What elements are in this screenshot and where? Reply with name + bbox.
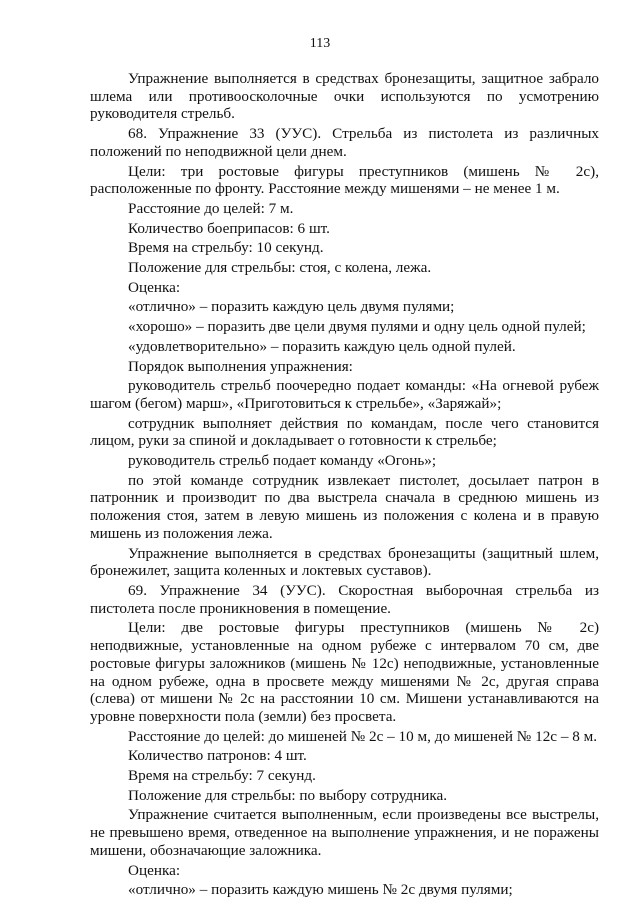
section-heading-68: 68. Упражнение 33 (УУС). Стрельба из пистолета из различных положений по неподвижной цели днем. bbox=[90, 125, 599, 160]
paragraph: сотрудник выполняет действия по командам, после чего становится лицом, руки за спиной и докладывает о готовности к стрельбе; bbox=[90, 414, 599, 450]
paragraph: Упражнение выполняется в средствах бронезащиты (защитный шлем, бронежилет, защита коленных и локтевых суставов). bbox=[90, 544, 599, 580]
section-heading-69: 69. Упражнение 34 (УУС). Скоростная выборочная стрельба из пистолета после проникновения в помещение. bbox=[90, 581, 599, 617]
paragraph: Цели: три ростовые фигуры преступников (мишень № 2с), расположенные по фронту. Расстояние между мишенями – не менее 1 м. bbox=[90, 162, 599, 198]
paragraph: Количество патронов: 4 шт. bbox=[128, 747, 307, 765]
paragraph: руководитель стрельб поочередно подает команды: «На огневой рубеж шагом (бегом) марш», «Приготовиться к стрельбе», «Заряжай»; bbox=[90, 377, 599, 412]
paragraph: Расстояние до целей: до мишеней № 2с – 10 м, до мишеней № 12с – 8 м. bbox=[128, 727, 598, 745]
paragraph: Количество боеприпасов: 6 шт. bbox=[128, 219, 330, 237]
paragraph: Расстояние до целей: 7 м. bbox=[128, 199, 294, 217]
paragraph: Положение для стрельбы: по выбору сотрудника. bbox=[128, 786, 448, 804]
paragraph: Порядок выполнения упражнения: bbox=[128, 357, 353, 375]
paragraph: Положение для стрельбы: стоя, с колена, лежа. bbox=[128, 259, 432, 277]
paragraph: Упражнение считается выполненным, если произведены все выстрелы, не превышено время, отведенное на выполнение упражнения, и не поражены мишени, обозначающие заложника. bbox=[90, 806, 599, 859]
paragraph: руководитель стрельб подает команду «Огонь»; bbox=[128, 452, 437, 470]
list-item: «удовлетворительно» – поразить каждую цель одной пулей. bbox=[128, 337, 516, 355]
document-body bbox=[90, 70, 599, 899]
paragraph: Цели: две ростовые фигуры преступников (мишень № 2с) неподвижные, установленные на одном рубеже с интервалом 70 см, две ростовые фигуры заложников (мишень № 12с) неподвижные, установленные на одном рубеже, одна в просвете между мишенями № 2с, другая справа (слева) от мишени № 2с на расстоянии 10 см. Мишени устанавливаются на уровне поверхности пола (земли) без просвета. bbox=[90, 619, 599, 725]
paragraph: Время на стрельбу: 7 секунд. bbox=[128, 767, 316, 785]
page-number: 113 bbox=[309, 36, 331, 51]
paragraph: Оценка: bbox=[128, 278, 181, 296]
paragraph: Оценка: bbox=[128, 861, 181, 879]
paragraph: Упражнение выполняется в средствах бронезащиты, защитное забрало шлема или противоосколочные очки используются по усмотрению руководителя стрельб. bbox=[90, 70, 599, 123]
list-item: «отлично» – поразить каждую цель двумя пулями; bbox=[128, 298, 455, 316]
list-item: «хорошо» – поразить две цели двумя пулями и одну цель одной пулей; bbox=[128, 318, 586, 336]
list-item: «отлично» – поразить каждую мишень № 2с двумя пулями; bbox=[128, 881, 513, 899]
paragraph: по этой команде сотрудник извлекает пистолет, досылает патрон в патронник и производит по два выстрела сначала в среднюю мишень из положения стоя, затем в левую мишень из положения с колена и в правую мишень из положения лежа. bbox=[90, 471, 599, 542]
paragraph: Время на стрельбу: 10 секунд. bbox=[128, 239, 324, 257]
